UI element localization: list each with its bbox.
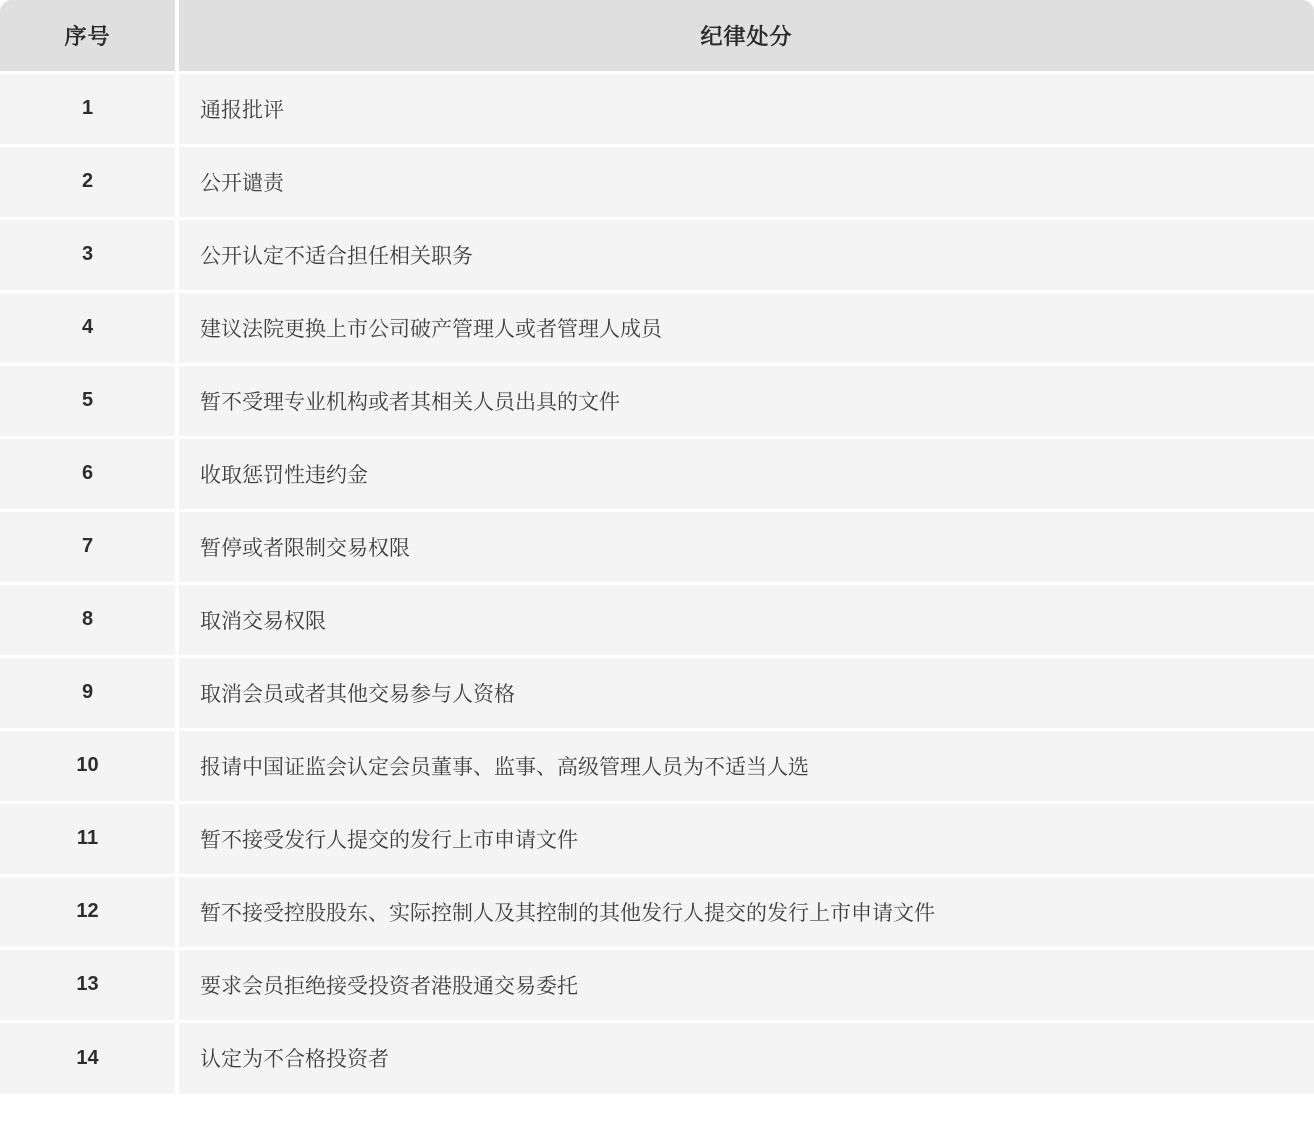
table-row (0, 656, 1314, 729)
row-disciplinary-action-cell: 报请中国证监会认定会员董事、监事、高级管理人员为不适当人选 (177, 729, 1314, 802)
row-serial-number-cell: 4 (0, 291, 177, 364)
row-serial-number-cell: 9 (0, 656, 177, 729)
table-row (0, 583, 1314, 656)
table-row (0, 510, 1314, 583)
row-disciplinary-action-cell: 收取惩罚性违约金 (177, 437, 1314, 510)
table-row (0, 802, 1314, 875)
table-row (0, 948, 1314, 1021)
row-disciplinary-action-cell: 暂不接受控股股东、实际控制人及其控制的其他发行人提交的发行上市申请文件 (177, 875, 1314, 948)
row-serial-number-cell: 1 (0, 72, 177, 145)
row-disciplinary-action-cell: 暂不接受发行人提交的发行上市申请文件 (177, 802, 1314, 875)
table-row (0, 364, 1314, 437)
row-disciplinary-action-cell: 暂停或者限制交易权限 (177, 510, 1314, 583)
table-row (0, 1021, 1314, 1094)
row-disciplinary-action-cell: 公开谴责 (177, 145, 1314, 218)
table-row (0, 875, 1314, 948)
row-serial-number-cell: 11 (0, 802, 177, 875)
row-serial-number-cell: 12 (0, 875, 177, 948)
row-serial-number-cell: 8 (0, 583, 177, 656)
row-disciplinary-action-cell: 取消交易权限 (177, 583, 1314, 656)
header-cell-serial-number: 序号 (0, 0, 177, 72)
row-serial-number-cell: 2 (0, 145, 177, 218)
table-row (0, 437, 1314, 510)
row-disciplinary-action-cell: 要求会员拒绝接受投资者港股通交易委托 (177, 948, 1314, 1021)
row-serial-number-cell: 5 (0, 364, 177, 437)
table-row (0, 729, 1314, 802)
row-disciplinary-action-cell: 取消会员或者其他交易参与人资格 (177, 656, 1314, 729)
table-row (0, 145, 1314, 218)
row-serial-number-cell: 14 (0, 1021, 177, 1094)
row-disciplinary-action-cell: 通报批评 (177, 72, 1314, 145)
row-serial-number-cell: 3 (0, 218, 177, 291)
row-disciplinary-action-cell: 暂不受理专业机构或者其相关人员出具的文件 (177, 364, 1314, 437)
table-row (0, 72, 1314, 145)
row-serial-number-cell: 13 (0, 948, 177, 1021)
row-serial-number-cell: 7 (0, 510, 177, 583)
table-row (0, 218, 1314, 291)
row-disciplinary-action-cell: 公开认定不适合担任相关职务 (177, 218, 1314, 291)
row-disciplinary-action-cell: 认定为不合格投资者 (177, 1021, 1314, 1094)
row-serial-number-cell: 6 (0, 437, 177, 510)
table-header (0, 0, 1314, 72)
table-body (0, 72, 1314, 1094)
row-serial-number-cell: 10 (0, 729, 177, 802)
header-row (0, 0, 1314, 72)
row-disciplinary-action-cell: 建议法院更换上市公司破产管理人或者管理人成员 (177, 291, 1314, 364)
header-cell-disciplinary-action: 纪律处分 (177, 0, 1314, 72)
table-row (0, 291, 1314, 364)
